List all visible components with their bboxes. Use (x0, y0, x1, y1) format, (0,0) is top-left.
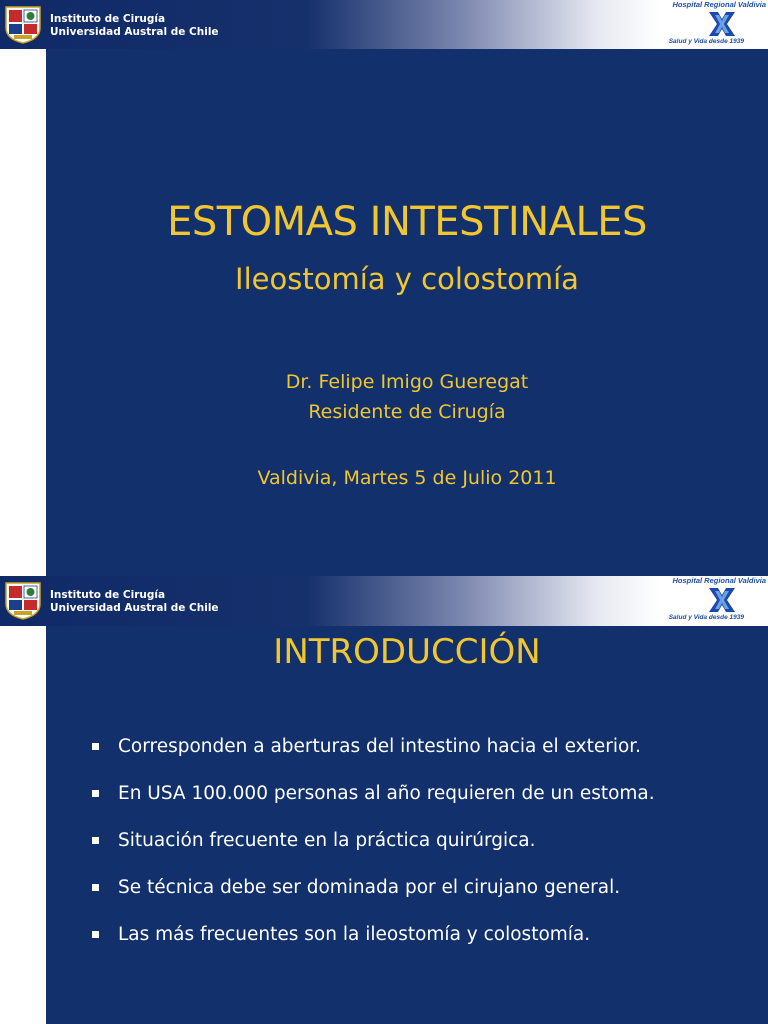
hospital-name: Hospital Regional Valdivia (672, 576, 766, 585)
square-bullet-icon (92, 837, 99, 844)
institute-name (50, 589, 219, 615)
square-bullet-icon (92, 884, 99, 891)
slide-subtitle: Ileostomía y colostomía (235, 262, 579, 296)
slide-header (0, 0, 768, 49)
university-crest-icon (4, 580, 42, 620)
bullet-text: En USA 100.000 personas al año requieren de un estoma. (118, 783, 655, 804)
slide-body (46, 626, 768, 1024)
bullet-item (88, 877, 655, 924)
hospital-x-logo-icon (706, 585, 738, 615)
bullet-text: Situación frecuente en la práctica quirúrgica. (118, 830, 536, 851)
university-crest-icon (4, 4, 42, 44)
bullet-item (88, 736, 655, 783)
hospital-name: Hospital Regional Valdivia (672, 0, 766, 9)
hospital-tagline: Salud y Vida desde 1939 (668, 614, 744, 621)
institute-line-2: Universidad Austral de Chile (50, 602, 219, 614)
author-name: Dr. Felipe Imigo Gueregat (285, 371, 529, 393)
institute-line-1: Instituto de Cirugía (50, 589, 166, 601)
institute-line-2: Universidad Austral de Chile (50, 26, 219, 38)
slide-header (0, 576, 768, 626)
author-role: Residente de Cirugía (308, 401, 506, 423)
institute-line-1: Instituto de Cirugía (50, 13, 166, 25)
bullet-item (88, 830, 655, 877)
intro-slide (0, 576, 768, 1024)
bullet-text: Las más frecuentes son la ileostomía y colostomía. (118, 924, 591, 945)
institute-name (50, 13, 219, 39)
square-bullet-icon (92, 743, 99, 750)
square-bullet-icon (92, 931, 99, 938)
hospital-x-logo-icon (706, 9, 738, 39)
square-bullet-icon (92, 790, 99, 797)
bullet-item (88, 783, 655, 830)
slide-title: ESTOMAS INTESTINALES (167, 199, 647, 245)
hospital-tagline: Salud y Vida desde 1939 (668, 38, 744, 45)
slide-body (46, 49, 768, 576)
bullet-list (88, 736, 655, 971)
bullet-text: Corresponden a aberturas del intestino hacia el exterior. (118, 736, 642, 757)
bullet-item (88, 924, 655, 971)
bullet-text: Se técnica debe ser dominada por el cirujano general. (118, 877, 621, 898)
slide-title: INTRODUCCIÓN (273, 632, 541, 672)
presentation-date: Valdivia, Martes 5 de Julio 2011 (257, 467, 557, 489)
